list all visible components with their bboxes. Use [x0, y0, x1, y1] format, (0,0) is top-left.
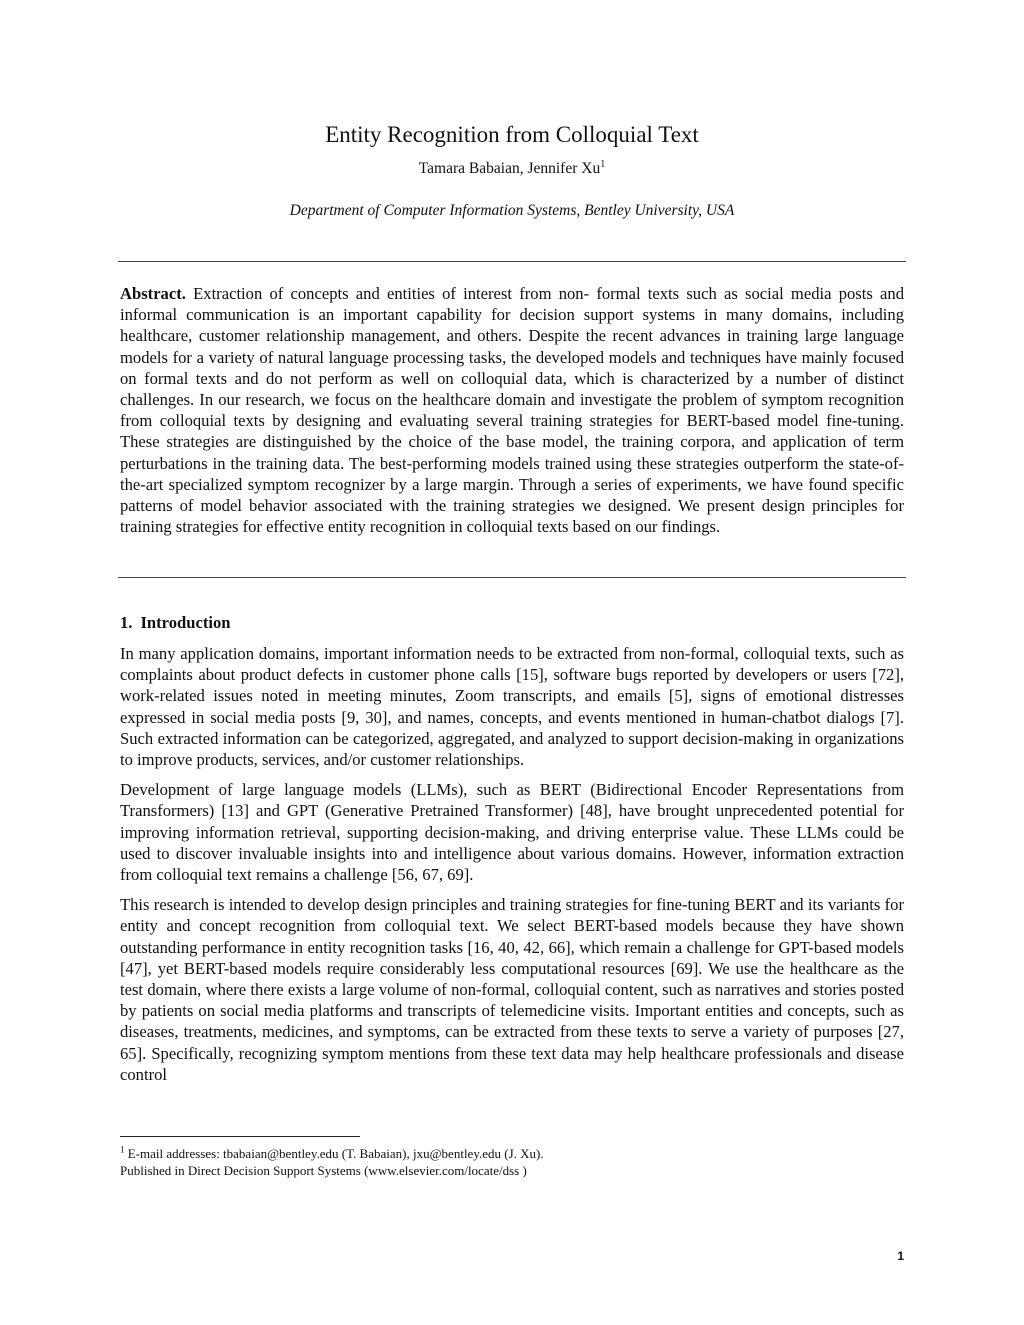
paragraph: This research is intended to develop design principles and training strategies for fine-tuning BERT and its variants for entity and concept recognition from colloquial text. We select BERT-based models because they have shown outstanding performance in entity recognition tasks [16, 40, 42, 66], which remain a challenge for GPT-based models [47], yet BERT-based models require considerably less computational resources [69]. We use the healthcare as the test domain, where there exists a large volume of non-formal, colloquial content, such as narratives and stories posted by patients on social media platforms and transcripts of telemedicine visits. Important entities and concepts, such as diseases, treatments, medicines, and symptoms, can be extracted from these texts to serve a variety of purposes [27, 65]. Specifically, recognizing symptom mentions from these text data may help healthcare professionals and disease control	[120, 895, 904, 1084]
authors-text: Tamara Babaian, Jennifer Xu	[418, 160, 601, 177]
affiliation: Department of Computer Information Systems, Bentley University, USA	[289, 202, 735, 219]
section-number: 1.	[120, 613, 133, 632]
page-number: 1	[897, 1249, 904, 1263]
section-title: Introduction	[140, 613, 231, 632]
section-body	[120, 643, 904, 1094]
abstract-label: Abstract.	[120, 284, 186, 303]
footnote-mark: 1	[120, 1144, 125, 1155]
footnote-email-text: E-mail addresses: tbabaian@bentley.edu (T. Babaian), jxu@bentley.edu (J. Xu).	[124, 1146, 544, 1161]
paper-title: Entity Recognition from Colloquial Text	[325, 122, 699, 147]
abstract-bottom-rule	[118, 577, 906, 578]
abstract	[120, 283, 904, 537]
paragraph: In many application domains, important information needs to be extracted from non-formal, colloquial texts, such as complaints about product defects in customer phone calls [15], software bugs reported by developers or users [72], work-related issues noted in meeting minutes, Zoom transcripts, and emails [5], signs of emotional distresses expressed in social media posts [9, 30], and names, concepts, and events mentioned in human-chatbot dialogs [7]. Such extracted information can be categorized, aggregated, and analyzed to support decision-making in organizations to improve products, services, and/or customer relationships.	[120, 644, 904, 770]
paragraph: Development of large language models (LLMs), such as BERT (Bidirectional Encoder Representations from Transformers) [13] and GPT (Generative Pretrained Transformer) [48], have brought unprecedented potential for improving information retrieval, supporting decision-making, and driving enterprise value. These LLMs could be used to discover invaluable insights into and intelligence about various domains. However, information extraction from colloquial text remains a challenge [56, 67, 69].	[120, 780, 904, 885]
section-heading	[120, 612, 231, 634]
abstract-top-rule	[118, 261, 906, 262]
author-list	[0, 158, 1024, 180]
author-footnote-mark: 1	[600, 158, 606, 170]
footnote-publication-line: Published in Direct Decision Support Systems (www.elsevier.com/locate/dss )	[120, 1163, 527, 1178]
footnote-separator	[120, 1136, 360, 1137]
footnote-email-line	[120, 1145, 904, 1162]
abstract-text: Extraction of concepts and entities of interest from non- formal texts such as social media posts and informal communication is an important capability for decision support systems in many domains, including healthcare, customer relationship management, and others. Despite the recent advances in training large language models for a variety of natural language processing tasks, the developed models and techniques have mainly focused on formal texts and do not perform as well on colloquial data, which is characterized by a number of distinct challenges. In our research, we focus on the healthcare domain and investigate the problem of symptom recognition from colloquial texts by designing and evaluating several training strategies for BERT-based model fine-tuning. These strategies are distinguished by the choice of the base model, the training corpora, and application of term perturbations in the training data. The best-performing models trained using these strategies outperform the state-of-the-art specialized symptom recognizer by a large margin. Through a series of experiments, we have found specific patterns of model behavior associated with the training strategies we designed. We present design principles for training strategies for effective entity recognition in colloquial texts based on our findings.	[120, 284, 904, 537]
footnote	[120, 1145, 904, 1179]
